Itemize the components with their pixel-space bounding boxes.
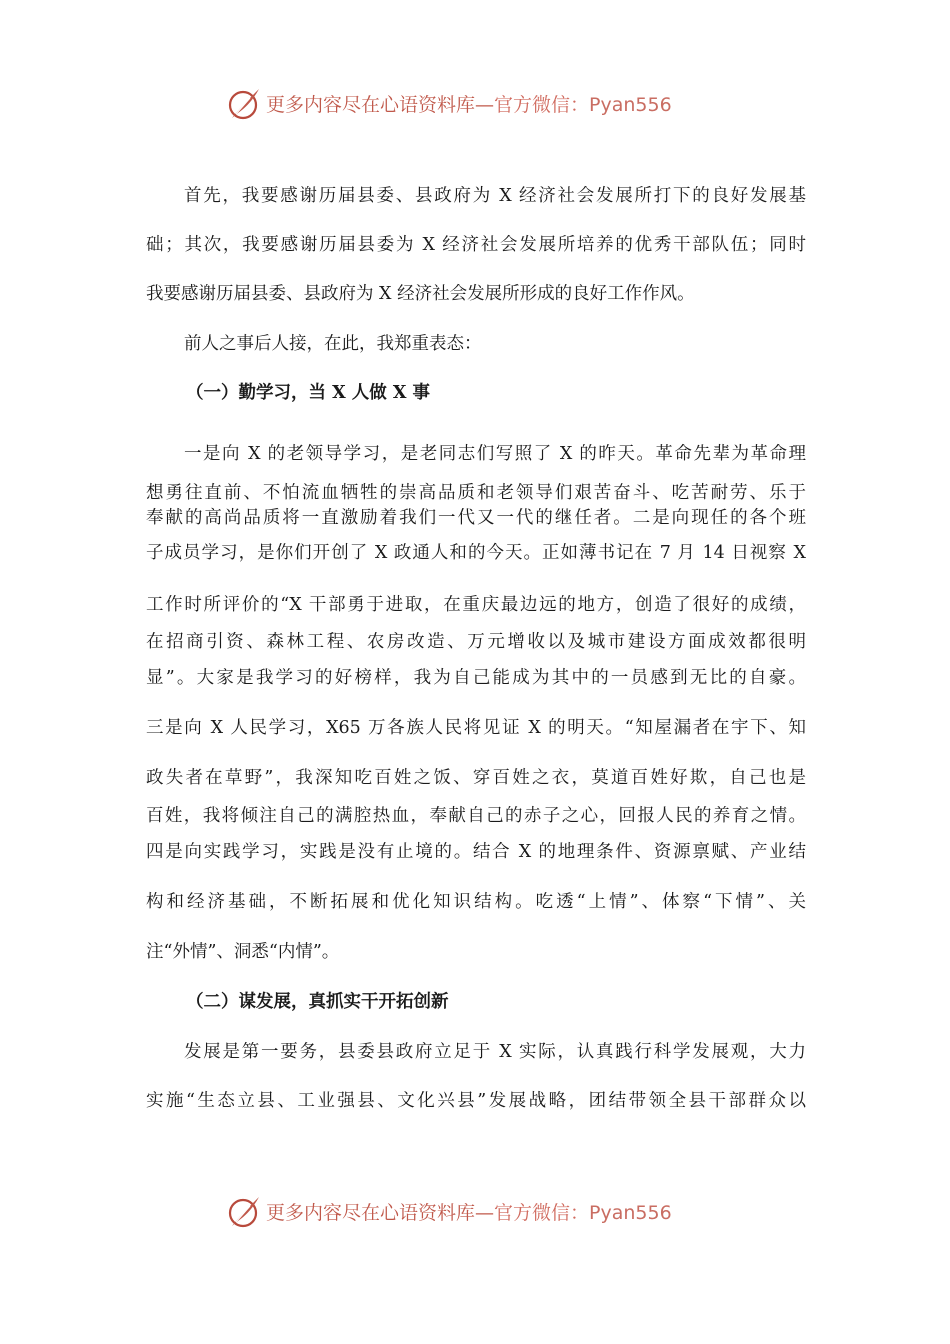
section-heading: （一）勤学习，当 X 人做 X 事 — [186, 383, 431, 403]
banner-wechat-label: 官方微信： — [494, 94, 590, 116]
footer-banner — [0, 1192, 950, 1232]
body-line: 政失者在草野”，我深知吃百姓之饭、穿百姓之衣，莫道百姓好欺，自己也是 — [146, 768, 806, 788]
quill-logo-icon — [226, 1194, 262, 1230]
quill-logo-icon — [226, 86, 262, 122]
banner-text — [266, 1198, 672, 1225]
section-heading: （二）谋发展，真抓实干开拓创新 — [186, 992, 449, 1012]
banner-dash: — — [475, 94, 495, 116]
body-line: 首先，我要感谢历届县委、县政府为 X 经济社会发展所打下的良好发展基 — [184, 186, 806, 206]
body-line: 百姓，我将倾注自己的满腔热血，奉献自己的赤子之心，回报人民的养育之情。 — [146, 806, 806, 826]
banner-dash: — — [475, 1202, 495, 1224]
banner-wechat-label: 官方微信： — [494, 1202, 590, 1224]
body-line: 前人之事后人接，在此，我郑重表态： — [184, 334, 482, 354]
banner-main-text: 更多内容尽在心语资料库 — [266, 94, 476, 116]
body-line: 在招商引资、森林工程、农房改造、万元增收以及城市建设方面成效都很明 — [146, 632, 806, 652]
body-line: 四是向实践学习，实践是没有止境的。结合 X 的地理条件、资源禀赋、产业结 — [146, 842, 806, 862]
body-line: 我要感谢历届县委、县政府为 X 经济社会发展所形成的良好工作作风。 — [146, 284, 695, 304]
body-line: 实施“生态立县、工业强县、文化兴县”发展战略，团结带领全县干部群众以 — [146, 1091, 806, 1111]
body-line: 三是向 X 人民学习，X65 万各族人民将见证 X 的明天。“知屋漏者在宇下、知 — [146, 718, 806, 738]
body-line: 发展是第一要务，县委县政府立足于 X 实际，认真践行科学发展观，大力 — [184, 1042, 806, 1062]
body-line: 奉献的高尚品质将一直激励着我们一代又一代的继任者。二是向现任的各个班 — [146, 508, 806, 528]
body-line: 础；其次，我要感谢历届县委为 X 经济社会发展所培养的优秀干部队伍；同时 — [146, 235, 806, 255]
body-line: 想勇往直前、不怕流血牺牲的崇高品质和老领导们艰苦奋斗、吃苦耐劳、乐于 — [146, 483, 806, 503]
banner-text — [266, 90, 672, 117]
body-line: 一是向 X 的老领导学习，是老同志们写照了 X 的昨天。革命先辈为革命理 — [184, 444, 806, 464]
banner-main-text: 更多内容尽在心语资料库 — [266, 1202, 476, 1224]
body-line: 构和经济基础，不断拓展和优化知识结构。吃透“上情”、体察“下情”、关 — [146, 892, 806, 912]
body-line: 显”。大家是我学习的好榜样，我为自己能成为其中的一员感到无比的自豪。 — [146, 668, 806, 688]
body-line: 工作时所评价的“X 干部勇于进取，在重庆最边远的地方，创造了很好的成绩， — [146, 595, 806, 615]
body-line: 子成员学习，是你们开创了 X 政通人和的今天。正如薄书记在 7 月 14 日视察 X — [146, 543, 806, 563]
banner-wechat-id: Pyan556 — [589, 94, 672, 116]
banner-wechat-id: Pyan556 — [589, 1202, 672, 1224]
header-banner — [0, 84, 950, 124]
body-line: 注“外情”、洞悉“内情”。 — [146, 942, 340, 962]
